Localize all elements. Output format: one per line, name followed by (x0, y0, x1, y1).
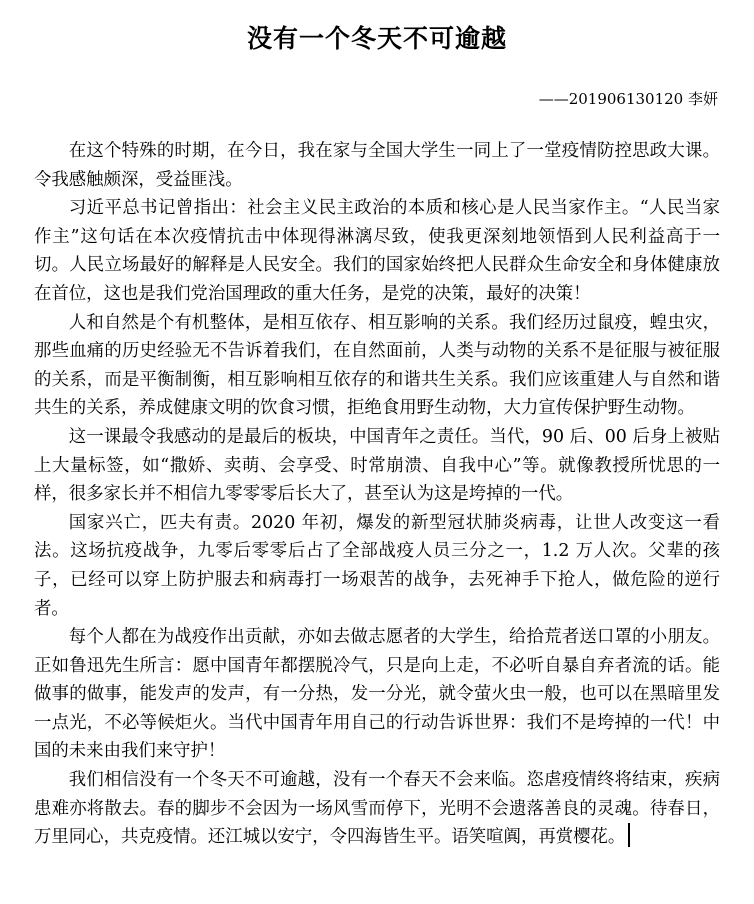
document-body[interactable] (34, 137, 720, 852)
paragraph-3: 人和自然是个有机整体，是相互依存、相互影响的关系。我们经历过鼠疫，蝗虫灾，那些血痛的历史经验无不告诉着我们，在自然面前，人类与动物的关系不是征服与被征服的关系，而是平衡制衡，相互影响相互依存的和谐共生关系。我们应该重建人与自然和谐共生的关系，养成健康文明的饮食习惯，拒绝食用野生动物，大力宣传保护野生动物。 (34, 312, 720, 419)
paragraph-6: 每个人都在为战疫作出贡献，亦如去做志愿者的大学生，给拾荒者送口罩的小朋友。正如鲁迅先生所言：愿中国青年都摆脱冷气，只是向上走，不必听自暴自弃者流的话。能做事的做事，能发声的发声，有一分热，发一分光，就令萤火虫一般，也可以在黑暗里发一点光，不必等候炬火。当代中国青年用自己的行动告诉世界：我们不是垮掉的一代！中国的未来由我们来守护！ (34, 627, 720, 762)
text-cursor (628, 823, 630, 847)
paragraph-5: 国家兴亡，匹夫有责。2020 年初，爆发的新型冠状肺炎病毒，让世人改变这一看法。这场抗疫战争，九零后零零后占了全部战疫人员三分之一，1.2 万人次。父辈的孩子，已经可以穿上防护服去和病毒打一场艰苦的战争，去死神手下抢人，做危险的逆行者。 (34, 512, 720, 619)
paragraph-2: 习近平总书记曾指出：社会主义民主政治的本质和核心是人民当家作主。“人民当家作主”这句话在本次疫情抗击中体现得淋漓尽致，使我更深刻地领悟到人民利益高于一切。人民立场最好的解释是人民安全。我们的国家始终把人民群众生命安全和身体健康放在首位，这也是我们党治国理政的重大任务，是党的决策，最好的决策！ (34, 198, 720, 304)
paragraph-4: 这一课最令我感动的是最后的板块，中国青年之责任。当代，90 后、00 后身上被贴上大量标签，如“撒娇、卖萌、会享受、时常崩溃、自我中心”等。就像教授所忧思的一样，很多家长并不相信九零零零后长大了，甚至认为这是垮掉的一代。 (34, 426, 720, 505)
paragraph-1: 在这个特殊的时期，在今日，我在家与全国大学生一同上了一堂疫情防控思政大课。令我感触颇深，受益匪浅。 (34, 141, 720, 190)
paragraph-7-text: 我们相信没有一个冬天不可逾越，没有一个春天不会来临。恣虐疫情终将结束，疾病患难亦将散去。春的脚步不会因为一场风雪而停下，光明不会遗落善良的灵魂。待春日，万里同心，共克疫情。还江城以安宁，令四海皆生平。语笑喧阗，再赏樱花。 (34, 770, 720, 848)
paragraph-7-last (34, 766, 720, 852)
document-title: 没有一个冬天不可逾越 (246, 24, 507, 53)
author-byline: ——201906130120 李妍 (538, 90, 718, 108)
